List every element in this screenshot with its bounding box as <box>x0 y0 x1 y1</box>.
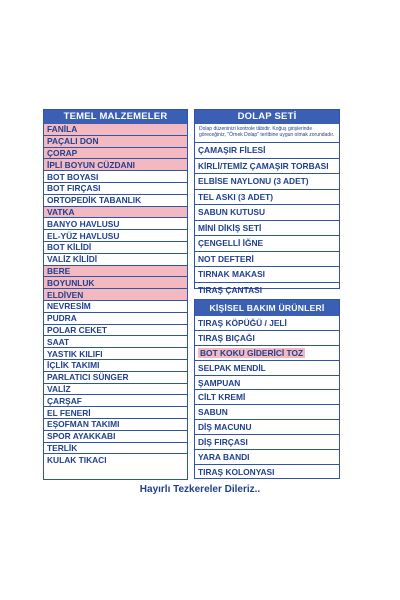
list-item <box>44 419 187 431</box>
list-item <box>44 407 187 419</box>
list-item <box>195 316 339 331</box>
list-item <box>195 205 339 221</box>
list-item-label: EL FENERİ <box>47 407 91 418</box>
list-item <box>44 159 187 171</box>
list-item-label: VATKA <box>47 206 75 217</box>
basic-supplies-list <box>44 124 187 466</box>
list-item-label: CİLT KREMİ <box>198 392 246 403</box>
list-item-label: KULAK TIKACI <box>47 455 107 466</box>
basic-supplies-title: TEMEL MALZEMELER <box>44 110 187 124</box>
list-item-label: ELBİSE NAYLONU (3 ADET) <box>198 176 309 187</box>
list-item <box>44 289 187 301</box>
list-item <box>44 360 187 372</box>
list-item <box>44 454 187 466</box>
list-item <box>195 159 339 175</box>
list-item-label: KİRLİ/TEMİZ ÇAMAŞIR TORBASI <box>198 160 329 171</box>
list-item-label: ELDİVEN <box>47 289 84 300</box>
list-item-label: DİŞ FIRÇASI <box>198 437 248 448</box>
list-item-label: TIRAŞ KÖPÜĞÜ / JELİ <box>198 317 287 328</box>
list-item-label: MİNİ DİKİŞ SETİ <box>198 222 262 233</box>
list-item <box>44 431 187 443</box>
list-item-label: TIRAŞ ÇANTASI <box>198 285 263 296</box>
list-item-label: BERE <box>47 265 71 276</box>
list-item <box>44 443 187 455</box>
list-item <box>195 346 339 361</box>
list-item-label: SABUN KUTUSU <box>198 207 265 218</box>
list-item-label: SABUN <box>198 407 228 418</box>
list-item <box>44 348 187 360</box>
list-item <box>44 148 187 160</box>
locker-set-note: Dolap düzeninizi kontrole tâbidir. Koğuş girişlerinde göreceğiniz, "Örnek Dolap" tertibine uygun olmak zorundadır. <box>195 124 339 143</box>
list-item <box>195 174 339 190</box>
list-item-label: VALİZ <box>47 383 71 394</box>
list-item-label: NOT DEFTERİ <box>198 253 254 264</box>
list-item <box>44 313 187 325</box>
list-item-label: ORTOPEDİK TABANLIK <box>47 195 142 206</box>
list-item-label: BOT KİLİDİ <box>47 242 92 253</box>
list-item <box>44 266 187 278</box>
list-item <box>195 405 339 420</box>
list-item <box>44 218 187 230</box>
list-item-label: ÇORAP <box>47 147 78 158</box>
list-item-label: BOT KOKU GİDERİCİ TOZ <box>200 347 304 358</box>
list-item-label: TERLİK <box>47 442 78 453</box>
list-item-label: YASTIK KILIFI <box>47 348 103 359</box>
list-item-label: ÇAMAŞIR FİLESİ <box>198 145 266 156</box>
list-item-label: TIRAŞ BIÇAĞI <box>198 332 255 343</box>
list-item <box>44 301 187 313</box>
list-item <box>44 384 187 396</box>
list-item <box>195 435 339 450</box>
footer-message: Hayırlı Tezkereler Dileriz.. <box>139 484 261 495</box>
locker-set-panel <box>194 109 340 296</box>
list-item-label: POLAR CEKET <box>47 324 108 335</box>
list-item <box>44 254 187 266</box>
locker-set-title: DOLAP SETİ <box>195 110 339 124</box>
list-item-label: BOYUNLUK <box>47 277 95 288</box>
list-item-label: TIRAŞ KOLONYASI <box>198 467 275 478</box>
list-item <box>44 277 187 289</box>
list-item <box>44 372 187 384</box>
list-item-label: ÇARŞAF <box>47 395 82 406</box>
personal-care-list <box>195 316 339 480</box>
list-item-label: YARA BANDI <box>198 451 250 462</box>
list-item-label: İÇLİK TAKIMI <box>47 360 100 371</box>
list-item-label: FANİLA <box>47 124 78 135</box>
list-item <box>195 143 339 159</box>
personal-care-title: KİŞİSEL BAKIM ÜRÜNLERİ <box>195 300 339 316</box>
list-item <box>44 336 187 348</box>
list-item-label: DİŞ MACUNU <box>198 422 252 433</box>
list-item-label: ŞAMPUAN <box>198 377 241 388</box>
list-item <box>195 450 339 465</box>
list-item <box>195 283 339 299</box>
list-item <box>44 207 187 219</box>
list-item <box>195 420 339 435</box>
list-item-label: EŞOFMAN TAKIMI <box>47 419 120 430</box>
list-item <box>195 190 339 206</box>
list-item-label: BANYO HAVLUSU <box>47 218 120 229</box>
list-item <box>195 390 339 405</box>
list-item <box>44 325 187 337</box>
list-item-label: BOT FIRÇASI <box>47 183 101 194</box>
list-item <box>195 252 339 268</box>
list-item <box>44 230 187 242</box>
list-item <box>44 136 187 148</box>
list-item-label: TEL ASKI (3 ADET) <box>198 191 274 202</box>
personal-care-panel <box>194 299 340 479</box>
list-item <box>195 267 339 283</box>
list-item <box>44 124 187 136</box>
list-item-label: SAAT <box>47 336 70 347</box>
list-item <box>44 195 187 207</box>
list-item <box>195 465 339 480</box>
list-item <box>44 395 187 407</box>
list-item <box>195 376 339 391</box>
list-item-label: ÇENGELLİ İĞNE <box>198 238 264 249</box>
list-item-label: NEVRESİM <box>47 301 91 312</box>
list-item <box>44 183 187 195</box>
list-item-label: SELPAK MENDİL <box>198 362 266 373</box>
list-item <box>44 242 187 254</box>
list-item <box>44 171 187 183</box>
list-item-label: PARLATICI SÜNGER <box>47 372 129 383</box>
list-item-label: PUDRA <box>47 313 77 324</box>
list-item-label: EL-YÜZ HAVLUSU <box>47 230 120 241</box>
list-item-label: VALİZ KİLİDİ <box>47 254 98 265</box>
list-item <box>195 331 339 346</box>
list-item-label: PAÇALI DON <box>47 136 99 147</box>
locker-set-list <box>195 143 339 298</box>
list-item-label: İPLİ BOYUN CÜZDANI <box>47 159 135 170</box>
list-item-label: SPOR AYAKKABI <box>47 431 116 442</box>
list-item-label: TIRNAK MAKASI <box>198 269 265 280</box>
list-item <box>195 236 339 252</box>
basic-supplies-panel <box>43 109 188 480</box>
list-item <box>195 361 339 376</box>
list-item <box>195 221 339 237</box>
list-item-label: BOT BOYASI <box>47 171 99 182</box>
